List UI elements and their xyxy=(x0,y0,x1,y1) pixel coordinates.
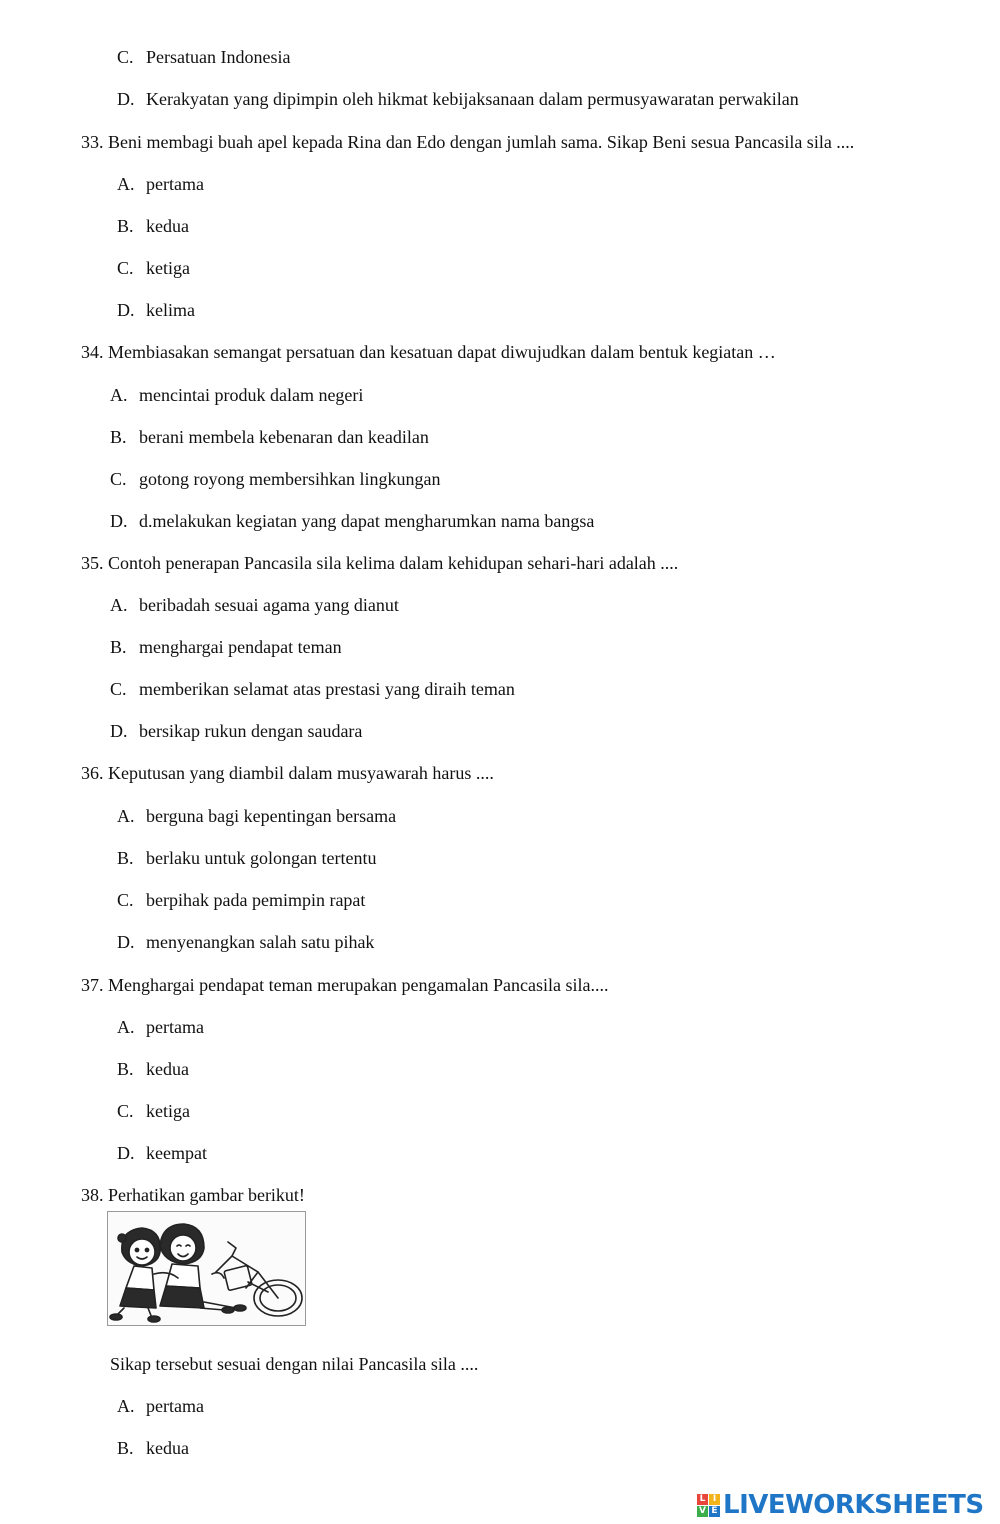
option-text: Persatuan Indonesia xyxy=(146,47,291,67)
option-letter: B. xyxy=(117,848,134,868)
option-text: berani membela kebenaran dan keadilan xyxy=(139,427,429,447)
option-text: pertama xyxy=(146,1396,204,1416)
option-text: bersikap rukun dengan saudara xyxy=(139,721,363,741)
option-letter: B. xyxy=(110,427,127,447)
option-letter: D. xyxy=(110,721,128,741)
liveworksheets-logo[interactable] xyxy=(697,1490,984,1520)
option-text: kelima xyxy=(146,300,195,320)
logo-mark-icon xyxy=(697,1494,720,1517)
q36-option-a[interactable] xyxy=(117,805,396,827)
logo-mark-l: L xyxy=(697,1494,708,1505)
option-letter: D. xyxy=(117,89,135,109)
q37-option-d[interactable] xyxy=(117,1142,207,1164)
option-letter: B. xyxy=(117,216,134,236)
question-35 xyxy=(81,552,678,574)
q35-option-d[interactable] xyxy=(110,720,362,742)
option-text: memberikan selamat atas prestasi yang diraih teman xyxy=(139,679,515,699)
question-38-followup: Sikap tersebut sesuai dengan nilai Pancasila sila .... xyxy=(110,1354,479,1374)
logo-mark-v: V xyxy=(697,1506,708,1517)
question-number: 34. xyxy=(81,342,104,362)
children-helping-illustration xyxy=(108,1212,305,1325)
question-text: Contoh penerapan Pancasila sila kelima dalam kehidupan sehari-hari adalah .... xyxy=(108,553,679,573)
option-text: pertama xyxy=(146,174,204,194)
option-text: keempat xyxy=(146,1143,207,1163)
q35-option-b[interactable] xyxy=(110,636,342,658)
question-text: Beni membagi buah apel kepada Rina dan Edo dengan jumlah sama. Sikap Beni sesua Pancasila sila .... xyxy=(103,132,855,152)
question-number: 36. xyxy=(81,763,104,783)
option-letter: A. xyxy=(117,1396,135,1416)
option-letter: B. xyxy=(117,1059,134,1079)
option-text: mencintai produk dalam negeri xyxy=(139,385,364,405)
question-number: 35. xyxy=(81,553,104,573)
logo-text: LIVEWORKSHEETS xyxy=(723,1490,984,1520)
q37-option-c[interactable] xyxy=(117,1100,190,1122)
question-33 xyxy=(81,131,854,153)
option-letter: A. xyxy=(117,174,135,194)
option-text: kedua xyxy=(146,216,189,236)
question-number: 33. xyxy=(81,132,104,152)
option-text: ketiga xyxy=(146,1101,190,1121)
q33-option-d[interactable] xyxy=(117,299,195,321)
option-letter: A. xyxy=(117,806,135,826)
option-letter: C. xyxy=(117,47,134,67)
option-d-prev xyxy=(117,88,799,110)
q36-option-d[interactable] xyxy=(117,931,374,953)
option-letter: C. xyxy=(117,1101,134,1121)
option-text: kedua xyxy=(146,1059,189,1079)
question-36 xyxy=(81,762,494,784)
q33-option-c[interactable] xyxy=(117,257,190,279)
logo-mark-i: I xyxy=(709,1494,720,1505)
q38-option-b[interactable] xyxy=(117,1437,189,1459)
q33-option-a[interactable] xyxy=(117,173,204,195)
question-text: Perhatikan gambar berikut! xyxy=(108,1185,305,1205)
option-letter: D. xyxy=(117,1143,135,1163)
option-letter: D. xyxy=(117,300,135,320)
option-text: berguna bagi kepentingan bersama xyxy=(146,806,397,826)
option-letter: A. xyxy=(117,1017,135,1037)
option-text: beribadah sesuai agama yang dianut xyxy=(139,595,399,615)
question-37 xyxy=(81,974,608,996)
q37-option-a[interactable] xyxy=(117,1016,204,1038)
option-letter: D. xyxy=(117,932,135,952)
option-letter: D. xyxy=(110,511,128,531)
q34-option-b[interactable] xyxy=(110,426,429,448)
option-letter: C. xyxy=(110,469,127,489)
option-letter: A. xyxy=(110,385,128,405)
q33-option-b[interactable] xyxy=(117,215,189,237)
question-38 xyxy=(81,1184,305,1206)
q35-option-c[interactable] xyxy=(110,678,515,700)
question-text: Keputusan yang diambil dalam musyawarah harus .... xyxy=(108,763,494,783)
question-illustration xyxy=(107,1211,306,1326)
q36-option-b[interactable] xyxy=(117,847,376,869)
option-text: pertama xyxy=(146,1017,204,1037)
option-text: kedua xyxy=(146,1438,189,1458)
option-letter: B. xyxy=(110,637,127,657)
option-text: menyenangkan salah satu pihak xyxy=(146,932,375,952)
question-34 xyxy=(81,341,776,363)
option-letter: C. xyxy=(117,890,134,910)
question-number: 38. xyxy=(81,1185,104,1205)
option-text: Kerakyatan yang dipimpin oleh hikmat kebijaksanaan dalam permusyawaratan perwakilan xyxy=(146,89,799,109)
logo-mark-e: E xyxy=(709,1506,720,1517)
q37-option-b[interactable] xyxy=(117,1058,189,1080)
q36-option-c[interactable] xyxy=(117,889,365,911)
option-text: berpihak pada pemimpin rapat xyxy=(146,890,366,910)
q34-option-c[interactable] xyxy=(110,468,440,490)
option-text: d.melakukan kegiatan yang dapat mengharumkan nama bangsa xyxy=(139,511,595,531)
q35-option-a[interactable] xyxy=(110,594,399,616)
q34-option-d[interactable] xyxy=(110,510,594,532)
option-c-prev xyxy=(117,46,290,68)
q38-option-a[interactable] xyxy=(117,1395,204,1417)
question-text: Menghargai pendapat teman merupakan pengamalan Pancasila sila.... xyxy=(108,975,609,995)
question-text: Membiasakan semangat persatuan dan kesatuan dapat diwujudkan dalam bentuk kegiatan … xyxy=(108,342,776,362)
option-letter: C. xyxy=(117,258,134,278)
q34-option-a[interactable] xyxy=(110,384,363,406)
option-text: berlaku untuk golongan tertentu xyxy=(146,848,377,868)
option-letter: A. xyxy=(110,595,128,615)
option-text: gotong royong membersihkan lingkungan xyxy=(139,469,441,489)
option-text: menghargai pendapat teman xyxy=(139,637,342,657)
option-letter: B. xyxy=(117,1438,134,1458)
option-text: ketiga xyxy=(146,258,190,278)
question-number: 37. xyxy=(81,975,104,995)
option-letter: C. xyxy=(110,679,127,699)
